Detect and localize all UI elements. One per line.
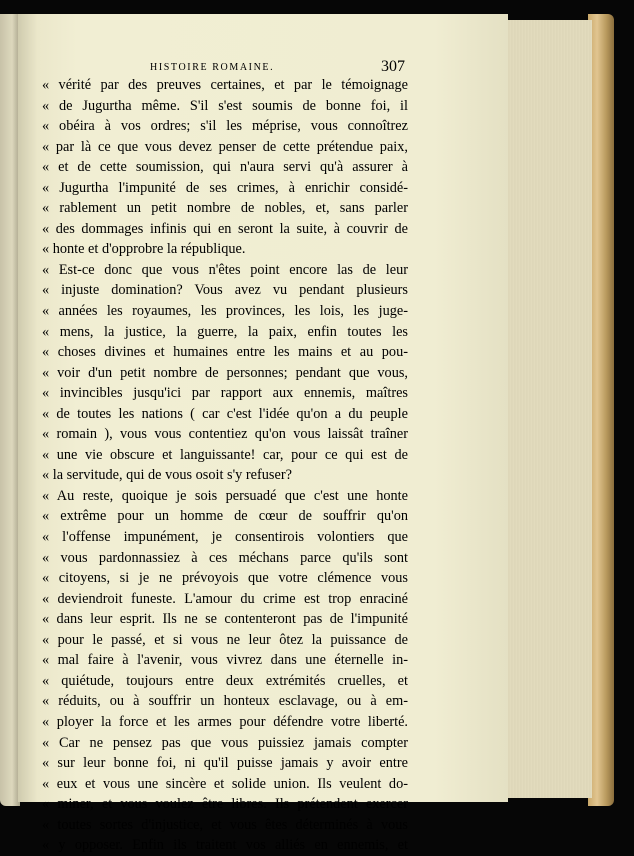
text-line: « invincibles jusqu'ici par rapport aux ennemis, maîtres <box>42 385 408 402</box>
text-line: « par là ce que vous devez penser de cette prétendue paix, <box>42 138 408 155</box>
text-line: « pour le passé, et si vous ne leur ôtez la puissance de <box>42 631 408 648</box>
text-line: « honte et d'opprobre la république. <box>42 241 246 258</box>
text-line: « dans leur esprit. Ils ne se contenteront pas de l'impunité <box>42 611 408 628</box>
text-line: « l'offense impunément, je consentirois volontiers que <box>42 529 408 546</box>
text-line: « rablement un petit nombre de nobles, et, sans parler <box>42 200 408 217</box>
text-line: « obéira à vos ordres; s'il les méprise, vous connoîtrez <box>42 118 408 135</box>
text-line: « de Jugurtha même. S'il s'est soumis de bonne foi, il <box>42 97 408 114</box>
text-line: « sur leur bonne foi, ni qu'il puisse jamais y avoir entre <box>42 755 408 772</box>
body-text <box>42 75 408 856</box>
text-line: « extrême pour un homme de cœur de souffrir qu'on <box>42 508 408 525</box>
text-line: « voir d'un petit nombre de personnes; pendant que vous, <box>42 364 408 381</box>
text-line: « deviendroit funeste. L'amour du crime est trop enraciné <box>42 590 408 607</box>
page-block-edges <box>505 20 592 798</box>
text-line: « citoyens, si je ne prévoyois que votre clémence vous <box>42 570 408 587</box>
text-line: « mal faire à l'avenir, vous vivrez dans une éternelle in- <box>42 652 408 669</box>
text-line: « Car ne pensez pas que vous puissiez jamais compter <box>42 734 408 751</box>
text-line: « mens, la justice, la guerre, la paix, enfin toutes les <box>42 323 408 340</box>
text-line: « romain ), vous vous contentiez qu'on vous laissât traîner <box>42 426 408 443</box>
text-line: « réduits, ou à souffrir un honteux esclavage, ou à em- <box>42 693 408 710</box>
text-line: « y opposer. Enfin ils traitent vos alliés en ennemis, et <box>42 837 408 854</box>
text-line: « une vie obscure et languissante! car, pour ce qui est de <box>42 446 408 463</box>
text-line: « et de cette soumission, qui n'aura servi qu'à assurer à <box>42 159 408 176</box>
text-line: « injuste domination? Vous avez vu pendant plusieurs <box>42 282 408 299</box>
text-line: « Jugurtha l'impunité de ses crimes, à enrichir considé- <box>42 179 408 196</box>
previous-page-edge <box>0 14 20 806</box>
text-line: « Est-ce donc que vous n'êtes point encore las de leur <box>42 261 408 278</box>
text-line: « la servitude, qui de vous osoit s'y refuser? <box>42 467 292 484</box>
text-line: « Au reste, quoique je sois persuadé que c'est une honte <box>42 487 408 504</box>
text-line: « eux et vous une sincère et solide union. Ils veulent do- <box>42 775 408 792</box>
text-line: « vérité par des preuves certaines, et par le témoignage <box>42 77 408 93</box>
text-line: « choses divines et humaines entre les mains et au pou- <box>42 344 408 361</box>
running-head: HISTOIRE ROMAINE. <box>150 62 275 73</box>
page-number: 307 <box>381 58 405 75</box>
text-line: « des dommages infinis qui en seront la suite, à couvrir de <box>42 220 408 237</box>
text-line: « de toutes les nations ( car c'est l'idée qu'on a du peuple <box>42 405 408 422</box>
text-line: « ployer la force et les armes pour défendre votre liberté. <box>42 713 408 730</box>
text-line: « quiétude, toujours entre deux extrémités cruelles, et <box>42 672 408 689</box>
text-line: « vous pardonnassiez à ces méchans parce qu'ils sont <box>42 549 408 566</box>
text-line: « miner, et vous voulez être libres. Ils prétendent exercer <box>42 796 408 813</box>
text-line: « toutes sortes d'injustice, et vous êtes déterminés à vous <box>42 816 408 833</box>
text-line: « années les royaumes, les provinces, les lois, les juge- <box>42 303 408 320</box>
